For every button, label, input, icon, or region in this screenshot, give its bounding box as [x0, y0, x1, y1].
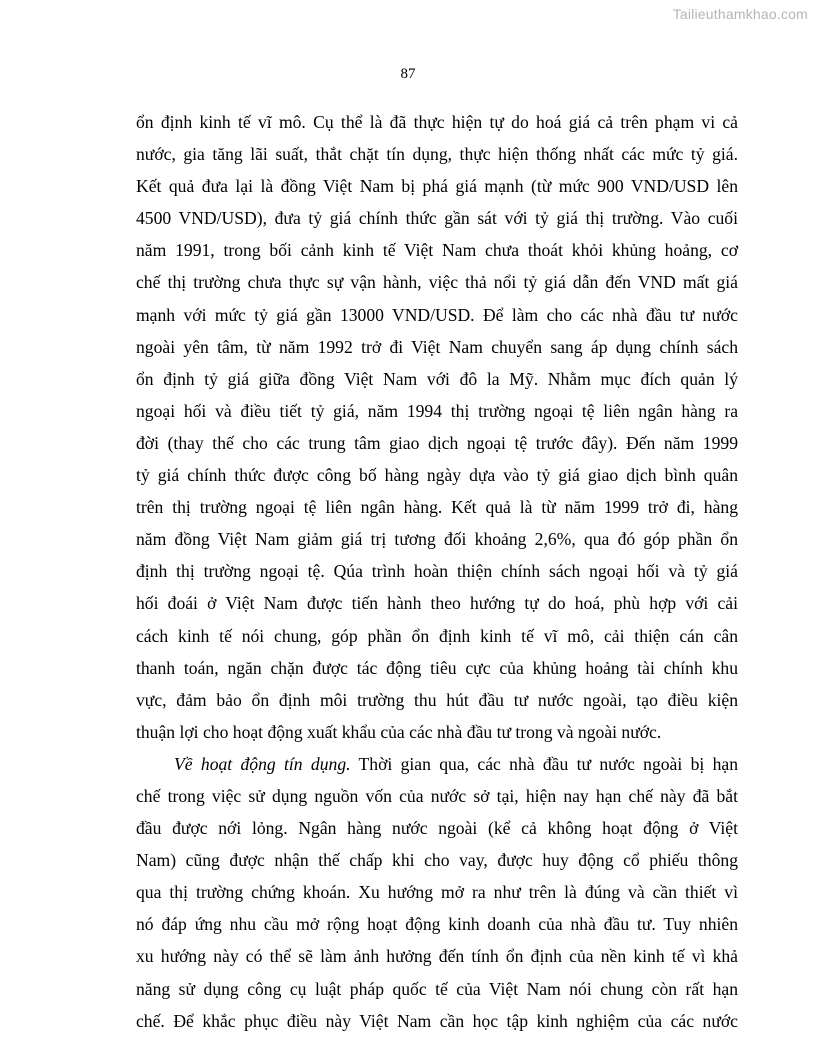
text-line: nước, gia tăng lãi suất, thắt chặt tín dụng, thực hiện thống nhất các mức tỷ giá.	[136, 144, 738, 165]
text-line: Nam) cũng được nhận thế chấp khi cho vay, được huy động cổ phiếu thông	[136, 850, 738, 871]
text-line: chế trong việc sử dụng nguồn vốn của nước sở tại, hiện nay hạn chế này đã bắt	[136, 785, 738, 806]
body-text	[136, 106, 738, 1037]
text-line: 4500 VND/USD), đưa tỷ giá chính thức gần sát với tỷ giá thị trường. Vào cuối	[136, 208, 738, 229]
text-line: ngoài yên tâm, từ năm 1992 trở đi Việt Nam chuyển sang áp dụng chính sách	[136, 336, 738, 357]
text-line: thanh toán, ngăn chặn được tác động tiêu cực của khủng hoảng tài chính khu	[136, 657, 738, 678]
text-line: mạnh với mức tỷ giá gần 13000 VND/USD. Để làm cho các nhà đầu tư nước	[136, 304, 738, 325]
paragraph-credit-activity	[136, 748, 738, 1037]
text-line: thuận lợi cho hoạt động xuất khẩu của các nhà đầu tư trong và ngoài nước.	[136, 721, 662, 742]
text-line: định thị trường ngoại tệ. Qúa trình hoàn thiện chính sách ngoại hối và tỷ giá	[136, 561, 738, 582]
text-line: đầu được nới lỏng. Ngân hàng nước ngoài (kể cả không hoạt động ở Việt	[136, 818, 738, 839]
text-line: tỷ giá chính thức được công bố hàng ngày dựa vào tỷ giá giao dịch bình quân	[136, 465, 738, 486]
text-line: chế. Để khắc phục điều này Việt Nam cần học tập kinh nghiệm của các nước	[136, 1010, 738, 1031]
paragraph-exchange-rate	[136, 106, 738, 748]
text-line	[136, 748, 738, 780]
text-line: ổn định kinh tế vĩ mô. Cụ thể là đã thực hiện tự do hoá giá cả trên phạm vi cả	[136, 112, 738, 132]
text-line: qua thị trường chứng khoán. Xu hướng mở ra như trên là đúng và cần thiết vì	[136, 882, 738, 903]
text-line: nó đáp ứng nhu cầu mở rộng hoạt động kinh doanh của nhà đầu tư. Tuy nhiên	[136, 914, 738, 935]
text-line: năm đồng Việt Nam giảm giá trị tương đối khoảng 2,6%, qua đó góp phần ổn	[136, 529, 738, 550]
text-line: hối đoái ở Việt Nam được tiến hành theo hướng tự do hoá, phù hợp với cải	[136, 593, 738, 614]
text-line-rest: Thời gian qua, các nhà đầu tư nước ngoài bị hạn	[350, 753, 739, 774]
text-line: năm 1991, trong bối cảnh kinh tế Việt Nam chưa thoát khỏi khủng hoảng, cơ	[136, 240, 738, 261]
text-line: chế thị trường chưa thực sự vận hành, việc thả nổi tỷ giá dẫn đến VND mất giá	[136, 272, 738, 293]
text-line: cách kinh tế nói chung, góp phần ổn định kinh tế vĩ mô, cải thiện cán cân	[136, 625, 738, 646]
text-line: ngoại hối và điều tiết tỷ giá, năm 1994 thị trường ngoại tệ liên ngân hàng ra	[136, 400, 738, 421]
section-heading-italic: Về hoạt động tín dụng.	[174, 753, 351, 774]
watermark-text: Tailieuthamkhao.com	[672, 6, 808, 22]
text-line: trên thị trường ngoại tệ liên ngân hàng. Kết quả là từ năm 1999 trở đi, hàng	[136, 497, 738, 518]
text-line: Kết quả đưa lại là đồng Việt Nam bị phá giá mạnh (từ mức 900 VND/USD lên	[136, 176, 738, 197]
text-line: xu hướng này có thể sẽ làm ảnh hưởng đến tính ổn định của nền kinh tế vì khả	[136, 946, 738, 967]
text-line: đời (thay thế cho các trung tâm giao dịch ngoại tệ trước đây). Đến năm 1999	[136, 432, 738, 453]
text-line: ổn định tỷ giá giữa đồng Việt Nam với đô la Mỹ. Nhằm mục đích quản lý	[136, 368, 738, 389]
text-line: vực, đảm bảo ổn định môi trường thu hút đầu tư nước ngoài, tạo điều kiện	[136, 689, 738, 710]
text-line: năng sử dụng công cụ luật pháp quốc tế của Việt Nam nói chung còn rất hạn	[136, 978, 738, 999]
page-number: 87	[400, 66, 416, 82]
